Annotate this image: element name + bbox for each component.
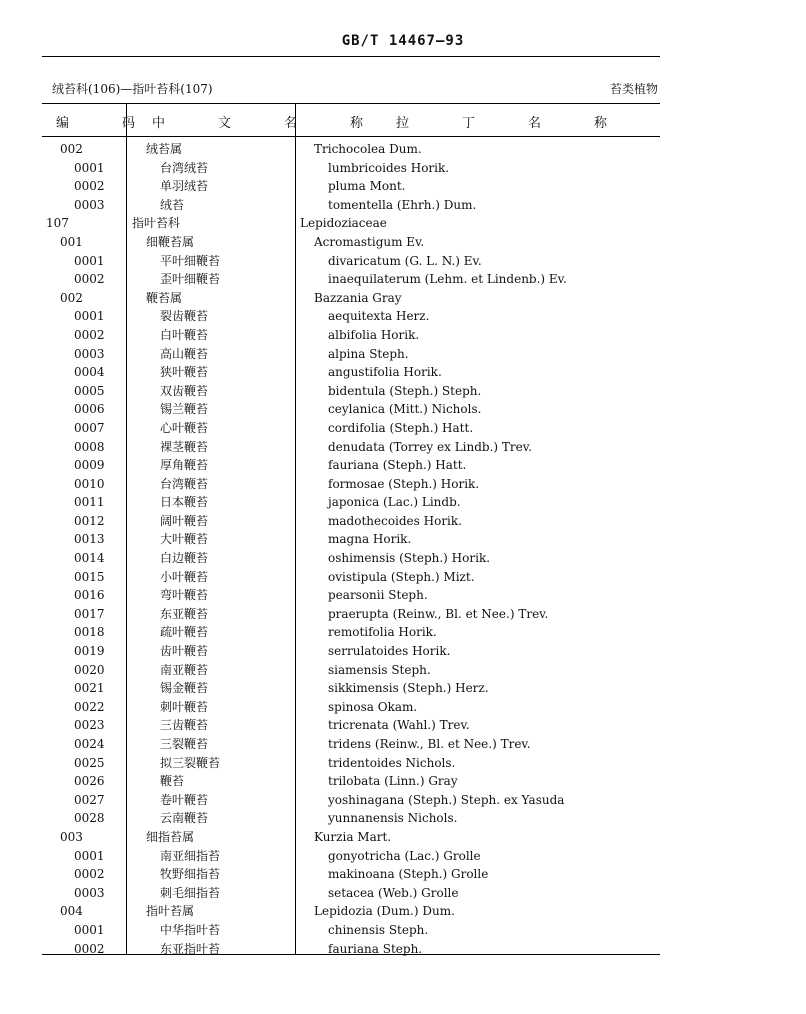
table-row	[42, 196, 660, 215]
table-row	[42, 233, 660, 252]
row-code: 0005	[74, 383, 105, 398]
row-chinese-name: 裂齿鞭苔	[160, 309, 209, 324]
row-chinese-name: 心叶鞭苔	[160, 420, 209, 435]
table-row	[42, 679, 660, 698]
row-code: 0008	[74, 439, 105, 454]
row-code: 0006	[74, 402, 105, 417]
row-code: 0002	[74, 867, 105, 882]
row-latin-name: formosae (Steph.) Horik.	[328, 476, 480, 491]
table-row	[42, 754, 660, 773]
row-latin-name: gonyotricha (Lac.) Grolle	[328, 848, 481, 863]
row-latin-name: Kurzia Mart.	[314, 829, 392, 844]
row-code: 0015	[74, 569, 105, 584]
row-latin-name: yunnanensis Nichols.	[328, 811, 458, 826]
bottom-rule	[42, 954, 660, 955]
row-latin-name: trilobata (Linn.) Gray	[328, 774, 458, 789]
row-latin-name: yoshinagana (Steph.) Steph. ex Yasuda	[328, 792, 565, 807]
table-row	[42, 791, 660, 810]
row-code: 0010	[74, 476, 105, 491]
row-chinese-name: 刺叶鞭苔	[160, 699, 209, 714]
row-code: 0014	[74, 551, 105, 566]
row-chinese-name: 东亚指叶苔	[160, 941, 221, 956]
table-row	[42, 214, 660, 233]
row-chinese-name: 小叶鞭苔	[160, 569, 209, 584]
row-latin-name: alpina Steph.	[328, 346, 409, 361]
row-latin-name: divaricatum (G. L. N.) Ev.	[328, 253, 482, 268]
row-latin-name: tricrenata (Wahl.) Trev.	[328, 718, 470, 733]
row-chinese-name: 双齿鞭苔	[160, 383, 209, 398]
row-latin-name: tomentella (Ehrh.) Dum.	[328, 197, 477, 212]
table-row	[42, 419, 660, 438]
row-code: 0004	[74, 365, 105, 380]
table-row	[42, 735, 660, 754]
row-latin-name: makinoana (Steph.) Grolle	[328, 867, 489, 882]
row-latin-name: lumbricoides Horik.	[328, 160, 450, 175]
row-latin-name: fauriana (Steph.) Hatt.	[328, 458, 467, 473]
row-code: 0002	[74, 941, 105, 956]
table-row	[42, 456, 660, 475]
row-chinese-name: 南亚鞭苔	[160, 662, 209, 677]
category-label: 苔类植物	[609, 82, 658, 96]
row-latin-name: siamensis Steph.	[328, 662, 431, 677]
table-row	[42, 493, 660, 512]
row-chinese-name: 绒苔属	[146, 142, 183, 156]
row-code: 0018	[74, 625, 105, 640]
row-code: 0003	[74, 885, 105, 900]
row-chinese-name: 绒苔	[160, 197, 185, 212]
row-latin-name: Acromastigum Ev.	[314, 234, 425, 249]
row-chinese-name: 台湾鞭苔	[160, 476, 209, 491]
row-chinese-name: 白叶鞭苔	[160, 327, 209, 342]
table-row	[42, 438, 660, 457]
row-chinese-name: 单羽绒苔	[160, 179, 209, 194]
table-row	[42, 177, 660, 196]
row-chinese-name: 日本鞭苔	[160, 495, 209, 510]
row-code: 001	[60, 234, 83, 249]
table-row	[42, 698, 660, 717]
table-row	[42, 475, 660, 494]
table-row	[42, 605, 660, 624]
row-code: 0003	[74, 197, 105, 212]
table-row	[42, 772, 660, 791]
row-chinese-name: 三齿鞭苔	[160, 718, 209, 733]
table-row	[42, 661, 660, 680]
row-code: 0013	[74, 532, 105, 547]
row-code: 002	[60, 290, 83, 305]
table-row	[42, 902, 660, 921]
row-latin-name: albifolia Horik.	[328, 327, 420, 342]
row-latin-name: bidentula (Steph.) Steph.	[328, 383, 482, 398]
row-chinese-name: 齿叶鞭苔	[160, 644, 209, 659]
row-latin-name: aequitexta Herz.	[328, 309, 430, 324]
table-row	[42, 940, 660, 959]
row-chinese-name: 卷叶鞭苔	[160, 792, 209, 807]
row-chinese-name: 高山鞭苔	[160, 346, 209, 361]
row-latin-name: remotifolia Horik.	[328, 625, 437, 640]
row-code: 0011	[74, 495, 105, 510]
table-row	[42, 921, 660, 940]
table-row	[42, 345, 660, 364]
row-latin-name: Lepidoziaceae	[300, 216, 387, 231]
table-row	[42, 642, 660, 661]
table-header	[42, 103, 660, 137]
top-rule	[42, 56, 660, 57]
row-chinese-name: 鞭苔属	[146, 290, 183, 305]
row-code: 0024	[74, 737, 105, 751]
row-code: 0001	[74, 848, 105, 863]
row-latin-name: madothecoides Horik.	[328, 513, 462, 528]
row-latin-name: inaequilaterum (Lehm. et Lindenb.) Ev.	[328, 272, 567, 287]
row-chinese-name: 东亚鞭苔	[160, 606, 209, 621]
table-row	[42, 530, 660, 549]
row-chinese-name: 细指苔属	[146, 829, 195, 844]
row-chinese-name: 鞭苔	[160, 774, 185, 789]
table-row	[42, 270, 660, 289]
row-latin-name: setacea (Web.) Grolle	[328, 885, 459, 900]
row-code: 0020	[74, 662, 105, 677]
row-chinese-name: 云南鞭苔	[160, 811, 209, 826]
row-code: 107	[46, 216, 69, 231]
row-chinese-name: 指叶苔科	[132, 216, 181, 231]
row-code: 0028	[74, 811, 105, 826]
table-row	[42, 716, 660, 735]
table-row	[42, 809, 660, 828]
table-row	[42, 382, 660, 401]
row-latin-name: fauriana Steph.	[328, 941, 423, 956]
row-code: 0009	[74, 458, 105, 473]
row-code: 0007	[74, 420, 105, 435]
row-chinese-name: 指叶苔属	[146, 904, 195, 919]
row-chinese-name: 歪叶细鞭苔	[160, 272, 221, 287]
row-latin-name: sikkimensis (Steph.) Herz.	[328, 681, 489, 696]
table-row	[42, 512, 660, 531]
row-chinese-name: 中华指叶苔	[160, 922, 221, 937]
row-code: 0023	[74, 718, 105, 733]
row-latin-name: chinensis Steph.	[328, 922, 429, 937]
table-row	[42, 568, 660, 587]
row-code: 0012	[74, 513, 105, 528]
row-chinese-name: 狭叶鞭苔	[160, 365, 209, 380]
table-row	[42, 865, 660, 884]
row-code: 0016	[74, 588, 105, 603]
row-code: 0001	[74, 309, 105, 324]
table-row	[42, 363, 660, 382]
row-code: 0026	[74, 774, 105, 789]
row-chinese-name: 三裂鞭苔	[160, 737, 209, 751]
taxonomy-table	[42, 103, 660, 958]
table-row	[42, 586, 660, 605]
row-latin-name: tridens (Reinw., Bl. et Nee.) Trev.	[328, 737, 531, 751]
row-chinese-name: 细鞭苔属	[146, 234, 195, 249]
row-code: 0002	[74, 179, 105, 194]
header-chinese-name: 中 文 名 称	[152, 116, 384, 131]
table-row	[42, 326, 660, 345]
row-code: 0001	[74, 253, 105, 268]
row-chinese-name: 弯叶鞭苔	[160, 588, 209, 603]
row-chinese-name: 白边鞭苔	[160, 551, 209, 566]
row-latin-name: ovistipula (Steph.) Mizt.	[328, 569, 475, 584]
row-chinese-name: 牧野细指苔	[160, 867, 221, 882]
row-latin-name: Bazzania Gray	[314, 290, 402, 305]
row-chinese-name: 拟三裂鞭苔	[160, 755, 221, 770]
row-latin-name: Trichocolea Dum.	[314, 142, 422, 156]
row-chinese-name: 台湾绒苔	[160, 160, 209, 175]
table-row	[42, 847, 660, 866]
row-latin-name: praerupta (Reinw., Bl. et Nee.) Trev.	[328, 606, 549, 621]
row-latin-name: pluma Mont.	[328, 179, 406, 194]
row-chinese-name: 平叶细鞭苔	[160, 253, 221, 268]
row-chinese-name: 大叶鞭苔	[160, 532, 209, 547]
row-latin-name: serrulatoides Horik.	[328, 644, 451, 659]
row-code: 004	[60, 904, 83, 919]
row-code: 0027	[74, 792, 105, 807]
row-latin-name: angustifolia Horik.	[328, 365, 442, 380]
table-row	[42, 140, 660, 159]
row-code: 0019	[74, 644, 105, 659]
row-chinese-name: 锡金鞭苔	[160, 681, 209, 696]
row-code: 0022	[74, 699, 105, 714]
row-code: 0021	[74, 681, 105, 696]
table-row	[42, 623, 660, 642]
row-latin-name: pearsonii Steph.	[328, 588, 428, 603]
row-chinese-name: 锡兰鞭苔	[160, 402, 209, 417]
row-latin-name: Lepidozia (Dum.) Dum.	[314, 904, 455, 919]
row-code: 002	[60, 142, 83, 156]
row-chinese-name: 阔叶鞭苔	[160, 513, 209, 528]
table-row	[42, 289, 660, 308]
table-body	[42, 137, 660, 958]
row-chinese-name: 裸茎鞭苔	[160, 439, 209, 454]
table-row	[42, 884, 660, 903]
row-code: 0001	[74, 922, 105, 937]
section-range: 绒苔科(106)—指叶苔科(107)	[52, 82, 213, 96]
row-latin-name: tridentoides Nichols.	[328, 755, 456, 770]
row-chinese-name: 厚角鞭苔	[160, 458, 209, 473]
row-latin-name: magna Horik.	[328, 532, 412, 547]
header-code: 编 码	[56, 116, 156, 131]
header-latin-name: 拉 丁 名 称	[396, 116, 628, 131]
row-latin-name: denudata (Torrey ex Lindb.) Trev.	[328, 439, 532, 454]
table-row	[42, 307, 660, 326]
row-chinese-name: 疏叶鞭苔	[160, 625, 209, 640]
row-code: 0002	[74, 327, 105, 342]
row-code: 0001	[74, 160, 105, 175]
row-latin-name: oshimensis (Steph.) Horik.	[328, 551, 491, 566]
table-row	[42, 400, 660, 419]
row-code: 003	[60, 829, 83, 844]
row-latin-name: japonica (Lac.) Lindb.	[328, 495, 461, 510]
table-row	[42, 252, 660, 271]
row-chinese-name: 南亚细指苔	[160, 848, 221, 863]
row-code: 0025	[74, 755, 105, 770]
row-chinese-name: 刺毛细指苔	[160, 885, 221, 900]
table-row	[42, 549, 660, 568]
table-row	[42, 159, 660, 178]
standard-code: GB/T 14467—93	[341, 33, 465, 49]
row-code: 0003	[74, 346, 105, 361]
row-code: 0017	[74, 606, 105, 621]
row-latin-name: ceylanica (Mitt.) Nichols.	[328, 402, 482, 417]
row-code: 0002	[74, 272, 105, 287]
row-latin-name: cordifolia (Steph.) Hatt.	[328, 420, 474, 435]
table-row	[42, 828, 660, 847]
row-latin-name: spinosa Okam.	[328, 699, 418, 714]
